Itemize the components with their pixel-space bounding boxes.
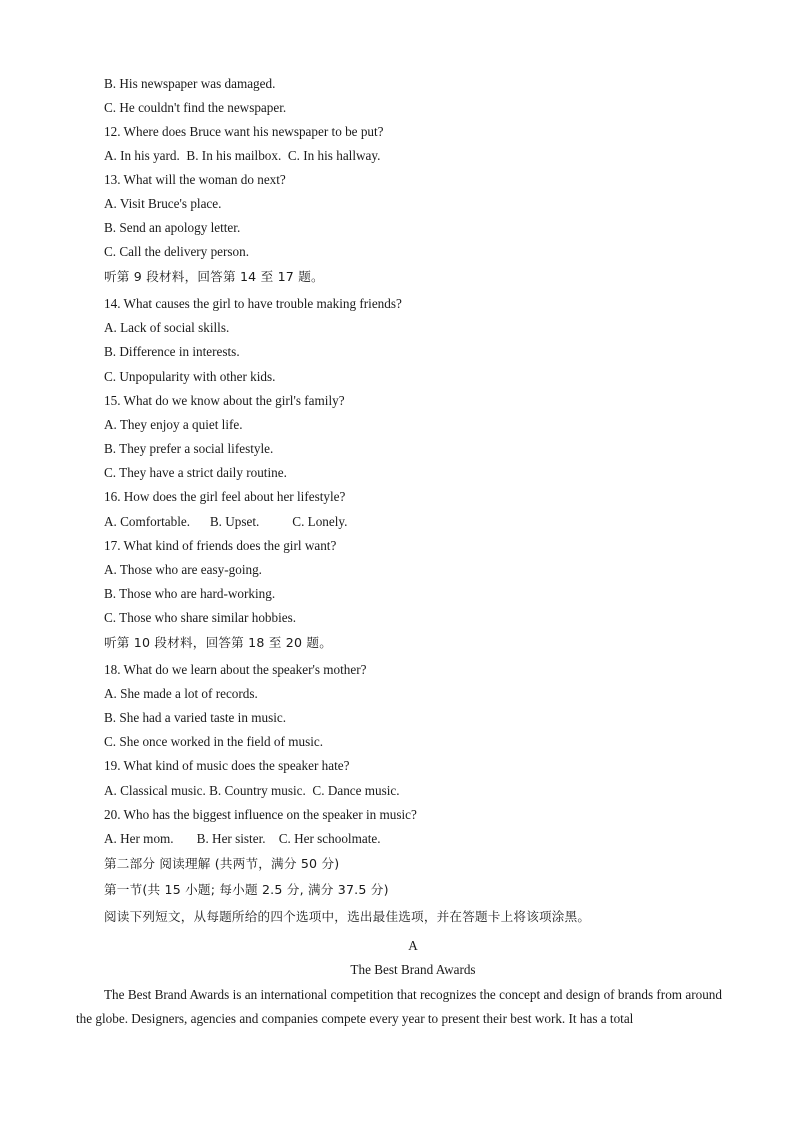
section-instruction: 听第 9 段材料，回答第 14 至 17 题。	[104, 269, 324, 284]
option-text: B. His newspaper was damaged.	[104, 76, 276, 91]
question-text: 16. How does the girl feel about her lifestyle?	[104, 489, 346, 504]
option-text: A. In his yard. B. In his mailbox. C. In his hallway.	[104, 148, 381, 163]
section-heading: 第一节(共 15 小题; 每小题 2.5 分, 满分 37.5 分)	[104, 882, 389, 897]
section-instruction: 阅读下列短文，从每题所给的四个选项中，选出最佳选项，并在答题卡上将该项涂黑。	[104, 909, 591, 924]
option-text: A. Comfortable. B. Upset. C. Lonely.	[104, 514, 348, 529]
option-text: A. Lack of social skills.	[104, 320, 230, 335]
question-text: 13. What will the woman do next?	[104, 172, 286, 187]
option-text: A. Classical music. B. Country music. C. Dance music.	[104, 783, 400, 798]
option-text: B. They prefer a social lifestyle.	[104, 441, 274, 456]
question-text: 20. Who has the biggest influence on the speaker in music?	[104, 807, 417, 822]
question-text: 15. What do we know about the girl's family?	[104, 393, 345, 408]
option-text: C. He couldn't find the newspaper.	[104, 100, 287, 115]
option-text: B. Send an apology letter.	[104, 220, 241, 235]
option-text: C. Call the delivery person.	[104, 244, 250, 259]
option-text: C. Those who share similar hobbies.	[104, 610, 297, 625]
passage-title: The Best Brand Awards	[350, 962, 476, 977]
passage-label: A	[408, 938, 418, 953]
option-text: A. Her mom. B. Her sister. C. Her schoolmate.	[104, 831, 381, 846]
option-text: B. Difference in interests.	[104, 344, 240, 359]
question-text: 18. What do we learn about the speaker's mother?	[104, 662, 367, 677]
option-text: A. They enjoy a quiet life.	[104, 417, 243, 432]
option-text: C. Unpopularity with other kids.	[104, 369, 276, 384]
passage-body: The Best Brand Awards is an international competition that recognizes the concept and design of brands from around the globe. Designers, agencies and companies compete every year to present their best work. It has a total	[76, 987, 722, 1026]
option-text: C. They have a strict daily routine.	[104, 465, 287, 480]
option-text: C. She once worked in the field of music.	[104, 734, 324, 749]
option-text: A. Visit Bruce's place.	[104, 196, 222, 211]
option-text: B. She had a varied taste in music.	[104, 710, 287, 725]
question-text: 19. What kind of music does the speaker hate?	[104, 758, 350, 773]
option-text: B. Those who are hard-working.	[104, 586, 276, 601]
question-text: 17. What kind of friends does the girl want?	[104, 538, 337, 553]
option-text: A. Those who are easy-going.	[104, 562, 262, 577]
question-text: 12. Where does Bruce want his newspaper to be put?	[104, 124, 384, 139]
question-text: 14. What causes the girl to have trouble making friends?	[104, 296, 402, 311]
option-text: A. She made a lot of records.	[104, 686, 258, 701]
section-instruction: 听第 10 段材料，回答第 18 至 20 题。	[104, 635, 333, 650]
part-heading: 第二部分 阅读理解 (共两节，满分 50 分)	[104, 856, 340, 871]
